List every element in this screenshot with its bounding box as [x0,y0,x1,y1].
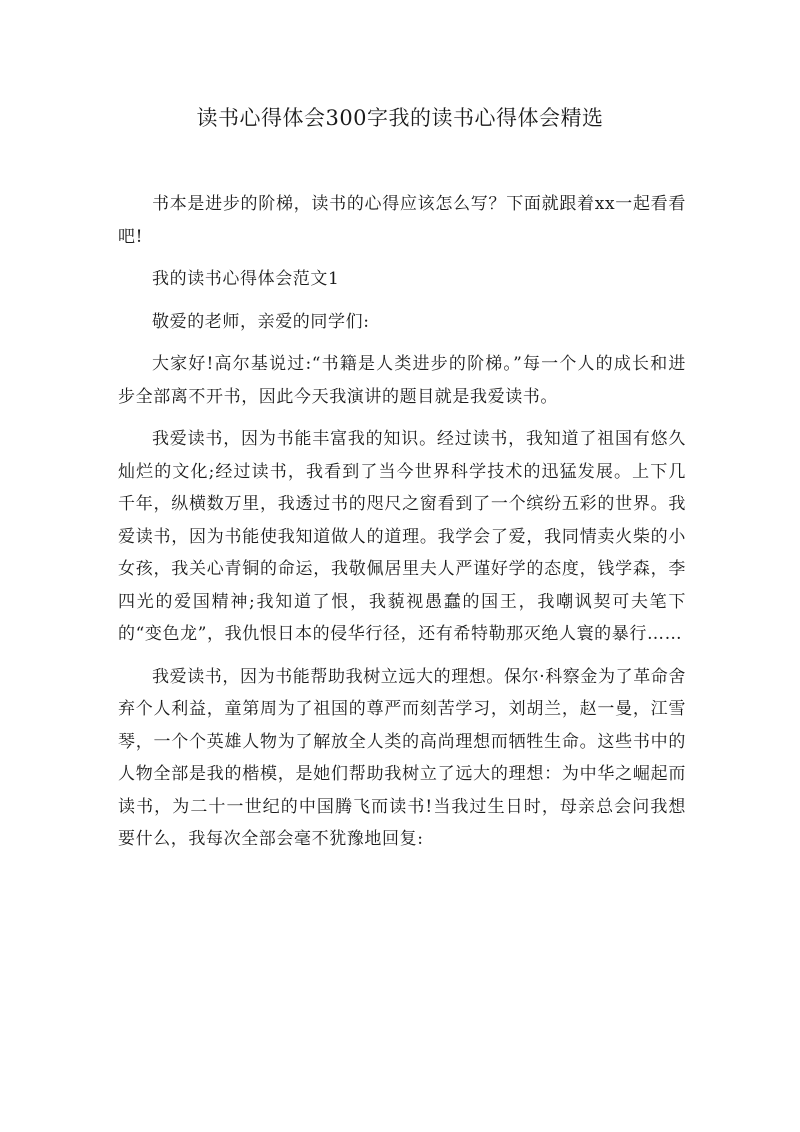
paragraph-gap [118,413,686,423]
paragraph-gap [118,651,686,661]
paragraph-ideals: 我爱读书，因为书能帮助我树立远大的理想。保尔·科察金为了革命舍弃个人利益，童第周为了祖国的尊严而刻苦学习，刘胡兰，赵一曼，江雪琴，一个个英雄人物为了解放全人类的高尚理想而牺牲生命。这些书中的人物全部是我的楷模，是她们帮助我树立了远大的理想：为中华之崛起而读书，为二十一世纪的中国腾飞而读书!当我过生日时，母亲总会问我想要什么，我每次全部会毫不犹豫地回复: [118,666,687,849]
paragraph-salutation: 敬爱的老师，亲爱的同学们: [152,311,370,332]
paragraph-gap [118,296,686,306]
paragraph-knowledge: 我爱读书，因为书能丰富我的知识。经过读书，我知道了祖国有悠久灿烂的文化;经过读书，我看到了当今世界科学技术的迅猛发展。上下几千年，纵横数万里，我透过书的咫尺之窗看到了一个缤纷五彩的世界。我爱读书，因为书能使我知道做人的道理。我学会了爱，我同情卖火柴的小女孩，我关心青铜的命运，我敬佩居里夫人严谨好学的态度，钱学森，李四光的爱国精神;我知道了恨，我藐视愚蠢的国王，我嘲讽契可夫笔下的“变色龙”，我仇恨日本的侵华行径，还有希特勒那灭绝人寰的暴行…… [118,429,686,644]
paragraph-gap [118,338,686,348]
paragraph-intro: 书本是进步的阶梯，读书的心得应该怎么写？下面就跟着xx一起看看吧! [118,194,686,247]
paragraph-greeting: 大家好!高尔基说过:“书籍是人类进步的阶梯。”每一个人的成长和进步全部离不开书，因此今天我演讲的题目就是我爱读书。 [118,354,686,407]
document-body [118,188,686,856]
paragraph-sample-heading: 我的读书心得体会范文1 [152,269,340,289]
document-title: 读书心得体会300字我的读书心得体会精选 [196,106,604,130]
paragraph-gap [118,253,686,263]
